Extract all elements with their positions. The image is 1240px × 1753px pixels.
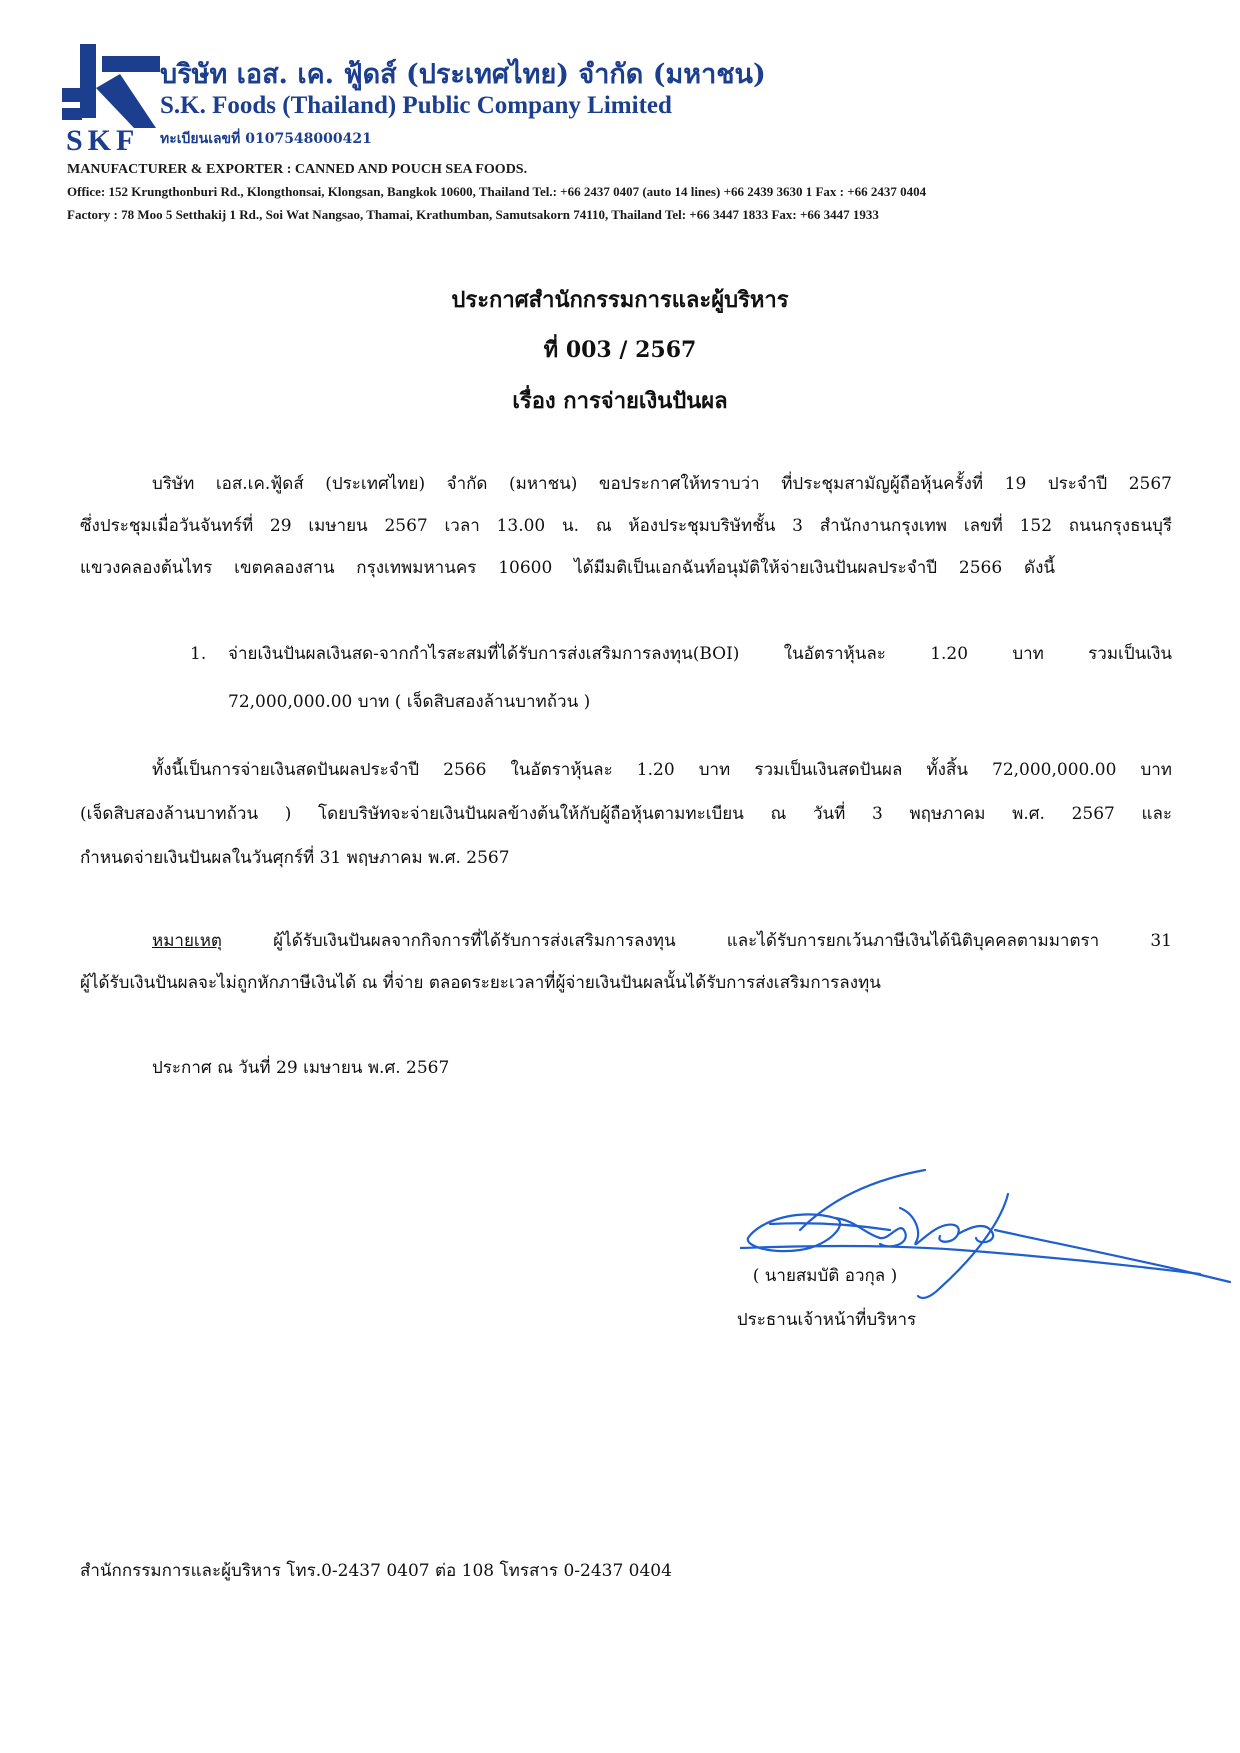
para1-line3: แขวงคลองต้นไทร เขตคลองสาน กรุงเทพมหานคร 10600 ได้มีมติเป็นเอกฉันท์อนุมัติให้จ่ายเงินปันผลประจำปี 2566 ดังนี้: [80, 558, 1055, 578]
para2-line1: ทั้งนี้เป็นการจ่ายเงินสดปันผลประจำปี 2566 ในอัตราหุ้นละ 1.20 บาท รวมเป็นเงินสดปันผล ทั้งสิ้น 72,000,000.00 บาท: [152, 760, 1172, 780]
company-name-english: S.K. Foods (Thailand) Public Company Limited: [160, 92, 672, 119]
item1-line2: 72,000,000.00 บาท ( เจ็ดสิบสองล้านบาทถ้วน ): [228, 692, 591, 712]
signer-position: ประธานเจ้าหน้าที่บริหาร: [736, 1310, 917, 1330]
registration-number: ทะเบียนเลขที่ 0107548000421: [160, 131, 372, 147]
item1-number: 1.: [190, 644, 207, 664]
item1-line1: จ่ายเงินปันผลเงินสด-จากกำไรสะสมที่ได้รับการส่งเสริมการลงทุน(BOI) ในอัตราหุ้นละ 1.20 บาท รวมเป็นเงิน: [228, 644, 1172, 664]
announcement-title: ประกาศสำนักกรรมการและผู้บริหาร: [451, 287, 789, 313]
para2-line2: (เจ็ดสิบสองล้านบาทถ้วน ) โดยบริษัทจะจ่ายเงินปันผลข้างต้นให้กับผู้ถือหุ้นตามทะเบียน ณ วันที่ 3 พฤษภาคม พ.ศ. 2567 และ: [80, 804, 1172, 824]
announcement-date: ประกาศ ณ วันที่ 29 เมษายน พ.ศ. 2567: [152, 1058, 450, 1078]
note-line2: ผู้ได้รับเงินปันผลจะไม่ถูกหักภาษีเงินได้ ณ ที่จ่าย ตลอดระยะเวลาที่ผู้จ่ายเงินปันผลนั้นได้รับการส่งเสริมการลงทุน: [80, 973, 881, 993]
announcement-subject: เรื่อง การจ่ายเงินปันผล: [512, 388, 728, 414]
company-name-thai: บริษัท เอส. เค. ฟู้ดส์ (ประเทศไทย) จำกัด (มหาชน): [160, 59, 766, 90]
para2-line3: กำหนดจ่ายเงินปันผลในวันศุกร์ที่ 31 พฤษภาคม พ.ศ. 2567: [80, 848, 510, 868]
signer-name: ( นายสมบัติ อวกุล ): [752, 1266, 898, 1286]
para1-line2: ซึ่งประชุมเมื่อวันจันทร์ที่ 29 เมษายน 2567 เวลา 13.00 น. ณ ห้องประชุมบริษัทชั้น 3 สำนักงานกรุงเทพ เลขที่ 152 ถนนกรุงธนบุรี: [80, 516, 1172, 536]
business-line: MANUFACTURER & EXPORTER : CANNED AND POUCH SEA FOODS.: [67, 162, 528, 177]
factory-address: Factory : 78 Moo 5 Setthakij 1 Rd., Soi Wat Nangsao, Thamai, Krathumban, Samutsakorn 74110, Thailand Tel: +66 3447 1833 Fax: +66 3447 1933: [67, 207, 879, 222]
company-logo-icon: [62, 44, 162, 128]
office-address: Office: 152 Krungthonburi Rd., Klongthonsai, Klongsan, Bangkok 10600, Thailand Tel.: +66 2437 0407 (auto 14 lines) +66 2439 3630 1 Fax : +66 2437 0404: [67, 184, 927, 199]
para1-line1: บริษัท เอส.เค.ฟู้ดส์ (ประเทศไทย) จำกัด (มหาชน) ขอประกาศให้ทราบว่า ที่ประชุมสามัญผู้ถือหุ้นครั้งที่ 19 ประจำปี 2567: [152, 474, 1172, 494]
footer-contact: สำนักกรรมการและผู้บริหาร โทร.0-2437 0407 ต่อ 108 โทรสาร 0-2437 0404: [80, 1561, 672, 1581]
note-label: หมายเหตุ: [152, 931, 222, 951]
logo-text: SKF: [66, 124, 140, 157]
announcement-number: ที่ 003 / 2567: [543, 337, 697, 363]
note-line1: [152, 933, 1172, 950]
note-line1-text: ผู้ได้รับเงินปันผลจากกิจการที่ได้รับการส่งเสริมการลงทุน และได้รับการยกเว้นภาษีเงินได้นิติบุคคลตามมาตรา 31: [221, 931, 1172, 951]
